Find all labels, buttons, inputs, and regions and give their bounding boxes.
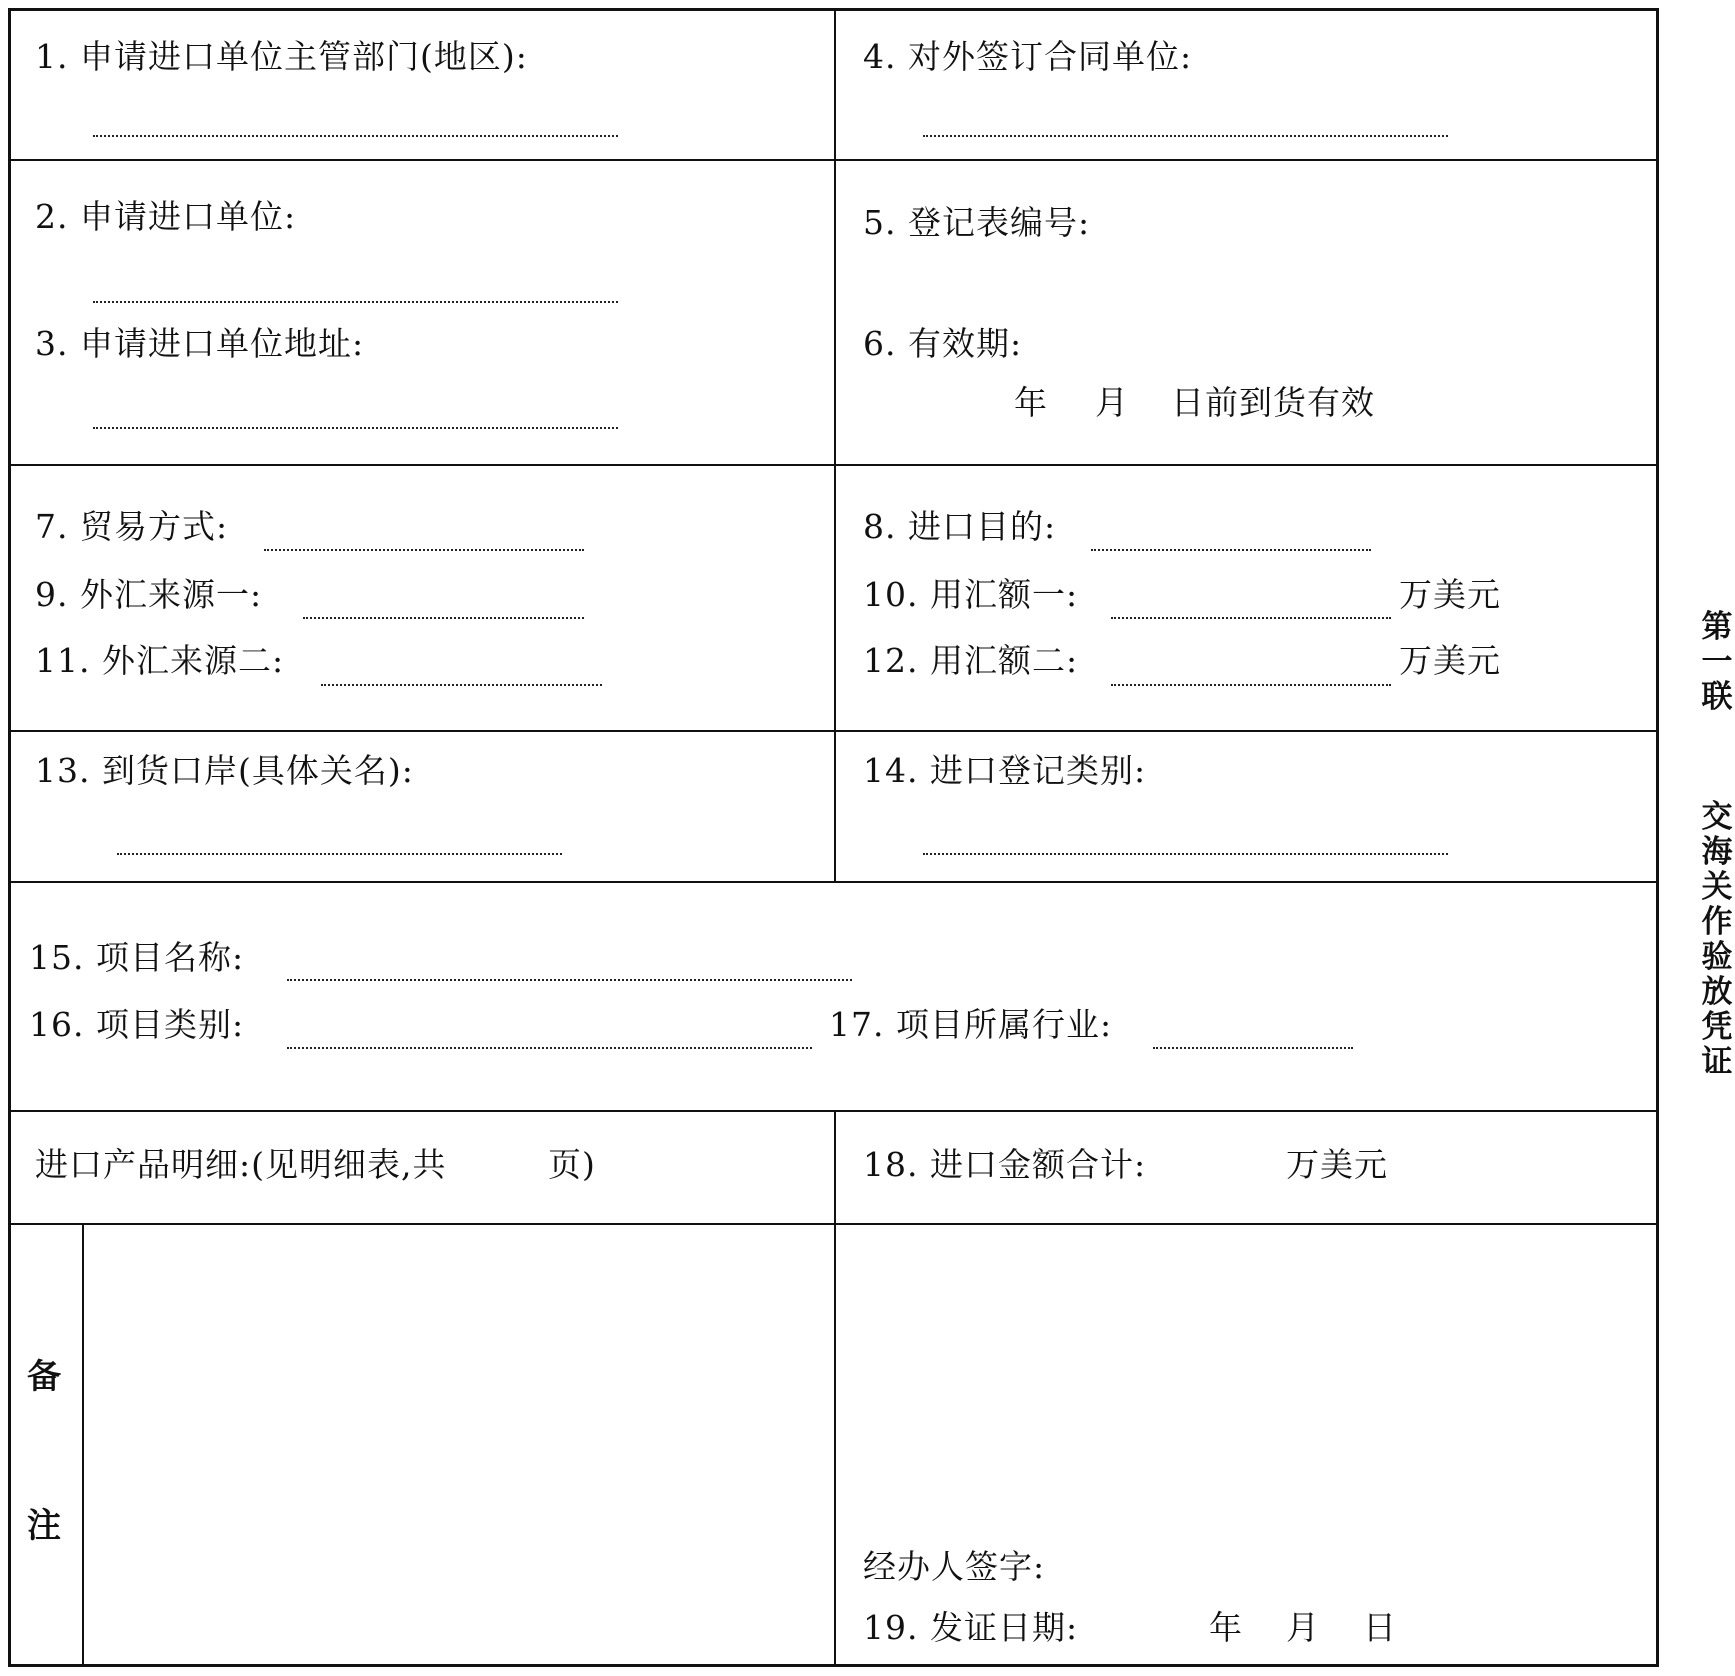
field-6-year: 年	[1014, 383, 1048, 422]
field-6-suffix: 日前到货有效	[1171, 383, 1375, 422]
field-3-label: 3. 申请进口单位地址:	[35, 324, 365, 363]
field-14-input[interactable]	[923, 853, 1448, 855]
import-registration-form	[8, 8, 1659, 1667]
field-16-input[interactable]	[287, 1047, 812, 1049]
copy-purpose-char: 交	[1701, 799, 1733, 835]
field-13-label: 13. 到货口岸(具体关名):	[35, 751, 414, 790]
copy-purpose-char: 验	[1701, 939, 1733, 975]
field-6-label: 6. 有效期:	[863, 324, 1023, 363]
copy-purpose-char: 证	[1701, 1044, 1733, 1080]
copy-label	[1697, 610, 1735, 715]
field-16-label: 16. 项目类别:	[29, 1005, 245, 1044]
field-19-day: 日	[1363, 1608, 1397, 1647]
copy-purpose-char: 海	[1701, 834, 1733, 870]
copy-label-char: 第	[1701, 609, 1733, 645]
copy-purpose-char: 凭	[1701, 1009, 1733, 1045]
product-detail-pages: 页)	[548, 1145, 596, 1184]
field-9-input[interactable]	[303, 617, 584, 619]
field-5-label: 5. 登记表编号:	[863, 203, 1091, 242]
handler-signature-label: 经办人签字:	[863, 1547, 1046, 1586]
row-divider	[11, 881, 1656, 883]
field-10-label: 10. 用汇额一:	[863, 575, 1079, 614]
remarks-label-char: 备	[27, 1357, 61, 1397]
field-17-input[interactable]	[1153, 1047, 1353, 1049]
column-divider	[834, 11, 836, 881]
field-2-label: 2. 申请进口单位:	[35, 197, 297, 236]
copy-purpose-char: 关	[1701, 869, 1733, 905]
field-10-unit: 万美元	[1399, 575, 1501, 614]
field-1-input[interactable]	[93, 135, 618, 137]
field-8-input[interactable]	[1091, 549, 1371, 551]
field-18-label: 18. 进口金额合计:	[863, 1145, 1147, 1184]
field-12-input[interactable]	[1111, 684, 1391, 686]
copy-label-char: 联	[1701, 679, 1733, 715]
field-11-input[interactable]	[321, 684, 602, 686]
field-10-input[interactable]	[1111, 617, 1391, 619]
copy-purpose	[1697, 800, 1735, 1080]
field-13-input[interactable]	[117, 853, 562, 855]
field-14-label: 14. 进口登记类别:	[863, 751, 1147, 790]
field-19-month: 月	[1286, 1608, 1320, 1647]
field-12-unit: 万美元	[1399, 641, 1501, 680]
field-12-label: 12. 用汇额二:	[863, 641, 1079, 680]
field-4-label: 4. 对外签订合同单位:	[863, 37, 1193, 76]
field-19-label: 19. 发证日期:	[863, 1608, 1079, 1647]
field-1-label: 1. 申请进口单位主管部门(地区):	[35, 37, 528, 76]
field-7-label: 7. 贸易方式:	[35, 507, 229, 546]
field-17-label: 17. 项目所属行业:	[829, 1005, 1113, 1044]
field-9-label: 9. 外汇来源一:	[35, 575, 263, 614]
field-2-input[interactable]	[93, 301, 618, 303]
field-4-input[interactable]	[923, 135, 1448, 137]
field-15-input[interactable]	[287, 979, 852, 981]
column-divider	[834, 1110, 836, 1664]
field-19-year: 年	[1209, 1608, 1243, 1647]
field-15-label: 15. 项目名称:	[29, 938, 245, 977]
remarks-area[interactable]	[85, 1225, 832, 1662]
field-18-unit: 万美元	[1286, 1145, 1388, 1184]
field-3-input[interactable]	[93, 427, 618, 429]
copy-label-char: 一	[1701, 644, 1733, 680]
copy-purpose-char: 放	[1701, 974, 1733, 1010]
remarks-label-char: 注	[27, 1506, 61, 1546]
field-11-label: 11. 外汇来源二:	[35, 641, 285, 680]
remarks-divider	[82, 1223, 84, 1664]
field-7-input[interactable]	[264, 549, 584, 551]
product-detail-label: 进口产品明细:(见明细表,共	[35, 1145, 447, 1184]
copy-purpose-char: 作	[1701, 904, 1733, 940]
field-8-label: 8. 进口目的:	[863, 507, 1057, 546]
field-6-month: 月	[1095, 383, 1129, 422]
